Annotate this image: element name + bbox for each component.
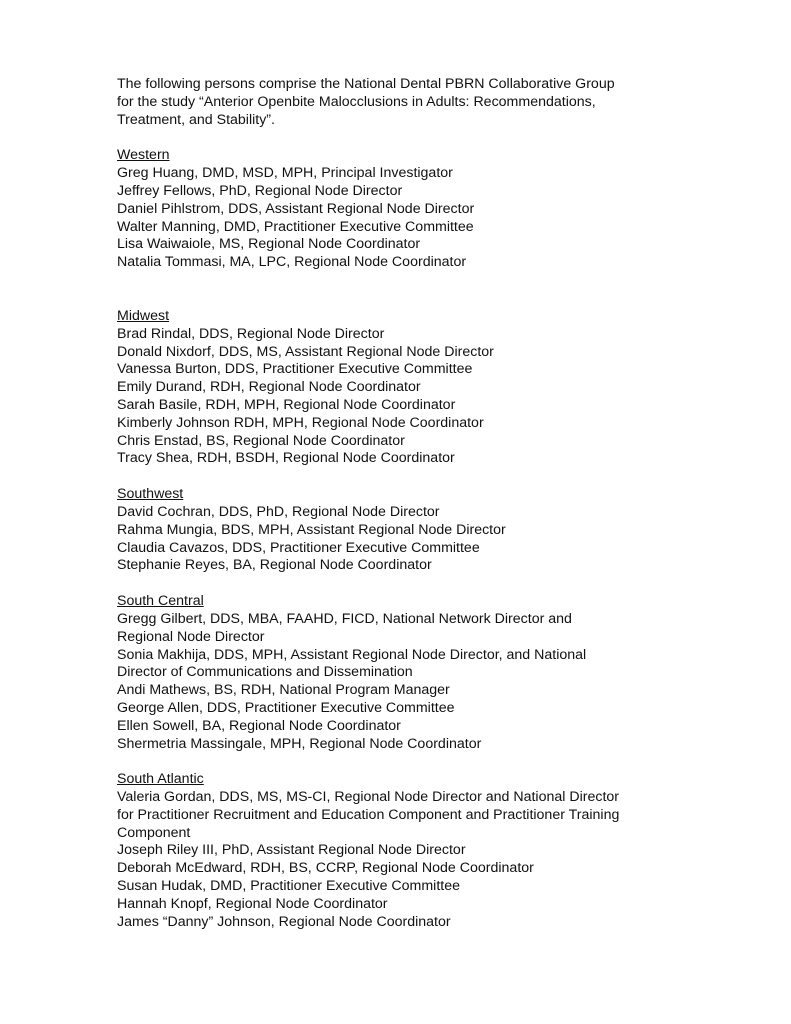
intro-line: The following persons comprise the National Dental PBRN Collaborative Group — [117, 76, 615, 92]
member-line: George Allen, DDS, Practitioner Executive Committee — [117, 699, 455, 716]
member-line: Rahma Mungia, BDS, MPH, Assistant Regional Node Director — [117, 521, 506, 538]
spacer — [117, 468, 677, 486]
member-line: David Cochran, DDS, PhD, Regional Node Director — [117, 503, 440, 520]
member-line: Emily Durand, RDH, Regional Node Coordinator — [117, 379, 421, 396]
section-heading: South Central — [117, 593, 204, 610]
member-line: Andi Mathews, BS, RDH, National Program Manager — [117, 682, 450, 699]
member-line: Lisa Waiwaiole, MS, Regional Node Coordinator — [117, 236, 421, 253]
member-line: Daniel Pihlstrom, DDS, Assistant Regional Node Director — [117, 200, 475, 217]
member-line: Greg Huang, DMD, MSD, MPH, Principal Investigator — [117, 165, 453, 182]
section-southwest — [117, 486, 677, 575]
section-south-atlantic — [117, 771, 677, 931]
section-heading: Western — [117, 147, 170, 164]
member-line: Component — [117, 824, 191, 841]
member-line: Vanessa Burton, DDS, Practitioner Executive Committee — [117, 361, 473, 378]
section-heading: Southwest — [117, 486, 184, 503]
section-heading: Midwest — [117, 307, 170, 324]
member-line: Susan Hudak, DMD, Practitioner Executive Committee — [117, 878, 460, 895]
member-line: Tracy Shea, RDH, BSDH, Regional Node Coordinator — [117, 450, 455, 467]
spacer — [117, 129, 677, 147]
section-south-central — [117, 593, 677, 753]
member-line: Valeria Gordan, DDS, MS, MS-CI, Regional Node Director and National Director — [117, 789, 620, 806]
member-line: James “Danny” Johnson, Regional Node Coordinator — [117, 913, 451, 930]
member-line: Jeffrey Fellows, PhD, Regional Node Director — [117, 182, 403, 199]
spacer — [117, 272, 677, 308]
member-line: Regional Node Director — [117, 628, 265, 645]
member-line: Donald Nixdorf, DDS, MS, Assistant Regional Node Director — [117, 343, 494, 360]
member-line: Stephanie Reyes, BA, Regional Node Coordinator — [117, 557, 432, 574]
spacer — [117, 753, 677, 771]
document-body — [117, 76, 677, 931]
member-line: for Practitioner Recruitment and Education Component and Practitioner Training — [117, 806, 620, 823]
member-line: Joseph Riley III, PhD, Assistant Regional Node Director — [117, 842, 466, 859]
member-line: Hannah Knopf, Regional Node Coordinator — [117, 895, 388, 912]
member-line: Gregg Gilbert, DDS, MBA, FAAHD, FICD, National Network Director and — [117, 610, 572, 627]
member-line: Deborah McEdward, RDH, BS, CCRP, Regional Node Coordinator — [117, 860, 534, 877]
intro-line: for the study “Anterior Openbite Malocclusions in Adults: Recommendations, — [117, 93, 596, 110]
member-line: Ellen Sowell, BA, Regional Node Coordinator — [117, 717, 401, 734]
section-western — [117, 147, 677, 272]
member-line: Walter Manning, DMD, Practitioner Executive Committee — [117, 218, 474, 235]
section-heading: South Atlantic — [117, 771, 204, 788]
intro-line: Treatment, and Stability”. — [117, 111, 275, 128]
member-line: Claudia Cavazos, DDS, Practitioner Executive Committee — [117, 539, 480, 556]
member-line: Natalia Tommasi, MA, LPC, Regional Node Coordinator — [117, 254, 467, 271]
member-line: Brad Rindal, DDS, Regional Node Director — [117, 325, 385, 342]
member-line: Shermetria Massingale, MPH, Regional Node Coordinator — [117, 735, 482, 752]
member-line: Director of Communications and Dissemination — [117, 664, 413, 681]
intro-paragraph — [117, 76, 677, 129]
member-line: Sarah Basile, RDH, MPH, Regional Node Coordinator — [117, 396, 456, 413]
section-midwest — [117, 308, 677, 468]
member-line: Chris Enstad, BS, Regional Node Coordinator — [117, 432, 405, 449]
member-line: Sonia Makhija, DDS, MPH, Assistant Regional Node Director, and National — [117, 646, 587, 663]
member-line: Kimberly Johnson RDH, MPH, Regional Node Coordinator — [117, 414, 484, 431]
spacer — [117, 575, 677, 593]
